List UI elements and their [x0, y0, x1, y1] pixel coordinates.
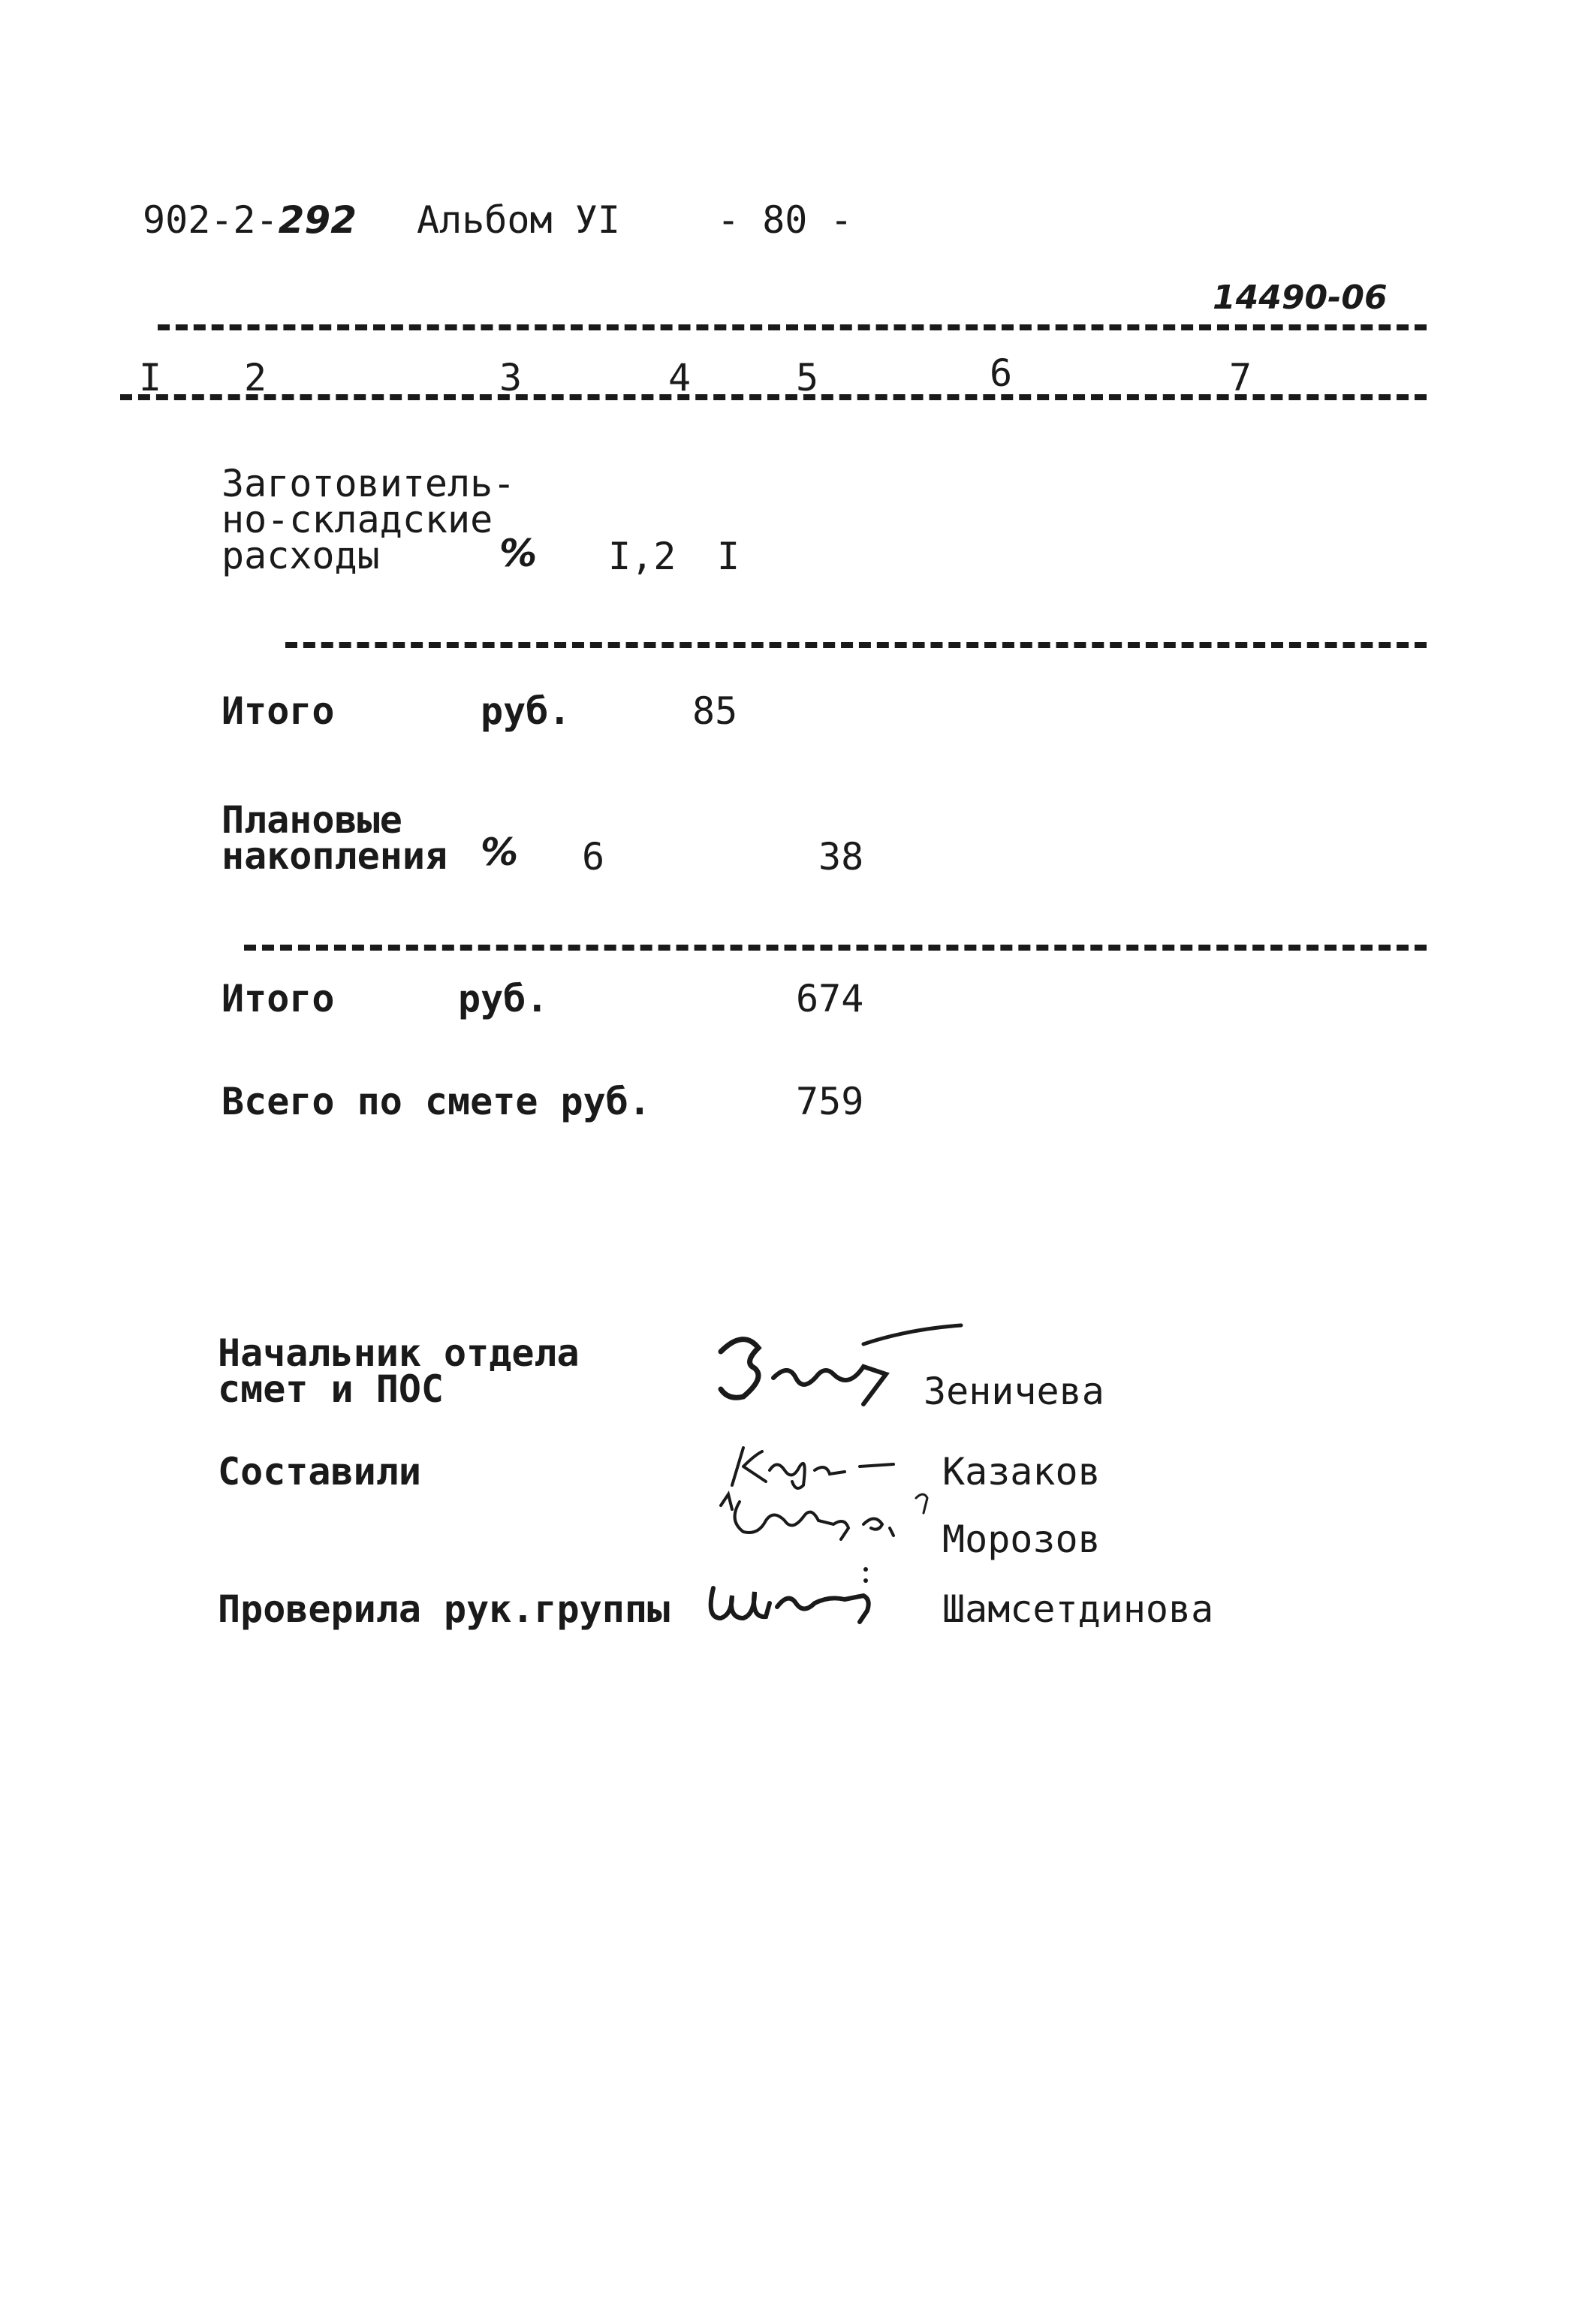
page-number: - 80 -	[717, 198, 853, 242]
row-label: Всего по смете руб.	[221, 1080, 651, 1123]
checked-role: Проверила рук.группы	[218, 1587, 670, 1631]
row-label: Итого	[221, 977, 335, 1020]
column-number-4: 4	[668, 356, 692, 399]
column-number-6: 6	[990, 351, 1013, 395]
subtotal-rule	[285, 642, 1427, 648]
row-unit: %	[499, 532, 538, 575]
row-unit: %	[481, 830, 519, 874]
row-label-line: но-складские	[221, 498, 493, 541]
row-unit: руб.	[458, 977, 549, 1020]
row-label-line: Заготовитель-	[221, 462, 516, 505]
row-value-col5: I	[717, 535, 740, 578]
column-number-1: I	[139, 356, 162, 399]
column-number-3: 3	[499, 356, 523, 399]
row-label: Итого	[221, 689, 335, 733]
row-value-col6: 674	[796, 977, 864, 1020]
series-suffix: 292	[278, 198, 357, 242]
head-name: Зеничева	[924, 1370, 1104, 1413]
row-label	[221, 798, 448, 878]
row-value-col4: 6	[582, 835, 605, 879]
album-label: Альбом УI	[417, 198, 620, 242]
row-label	[221, 462, 516, 577]
header-top-rule	[158, 324, 1427, 330]
column-number-2: 2	[244, 356, 267, 399]
head-of-department-role	[218, 1331, 580, 1411]
row-label-line: расходы	[221, 534, 380, 577]
series-number	[143, 198, 357, 242]
compiled-role: Составили	[218, 1450, 421, 1494]
checked-signature	[702, 1558, 897, 1629]
row-label-line: накопления	[221, 834, 448, 878]
document-number: 14490-06	[1213, 279, 1388, 317]
column-number-5: 5	[796, 356, 819, 399]
role-line: Начальник отдела	[218, 1331, 580, 1375]
compiled-signature-1	[725, 1440, 897, 1496]
total-rule	[244, 945, 1427, 951]
row-value-col5: 85	[692, 689, 738, 733]
row-unit: руб.	[481, 689, 571, 733]
row-value-col6: 38	[818, 835, 864, 879]
compiler-name-2: Морозов	[942, 1518, 1101, 1561]
row-label-line: Плановые	[221, 798, 402, 842]
column-number-7: 7	[1229, 356, 1252, 399]
compiler-name-1: Казаков	[942, 1450, 1101, 1494]
compiled-signature-2	[713, 1491, 946, 1554]
checker-name: Шамсетдинова	[942, 1587, 1214, 1631]
row-value-col6: 759	[796, 1080, 864, 1123]
row-value-col4: I,2	[608, 535, 676, 578]
series-prefix: 902-2-	[143, 198, 279, 242]
role-line: смет и ПОС	[218, 1367, 444, 1411]
